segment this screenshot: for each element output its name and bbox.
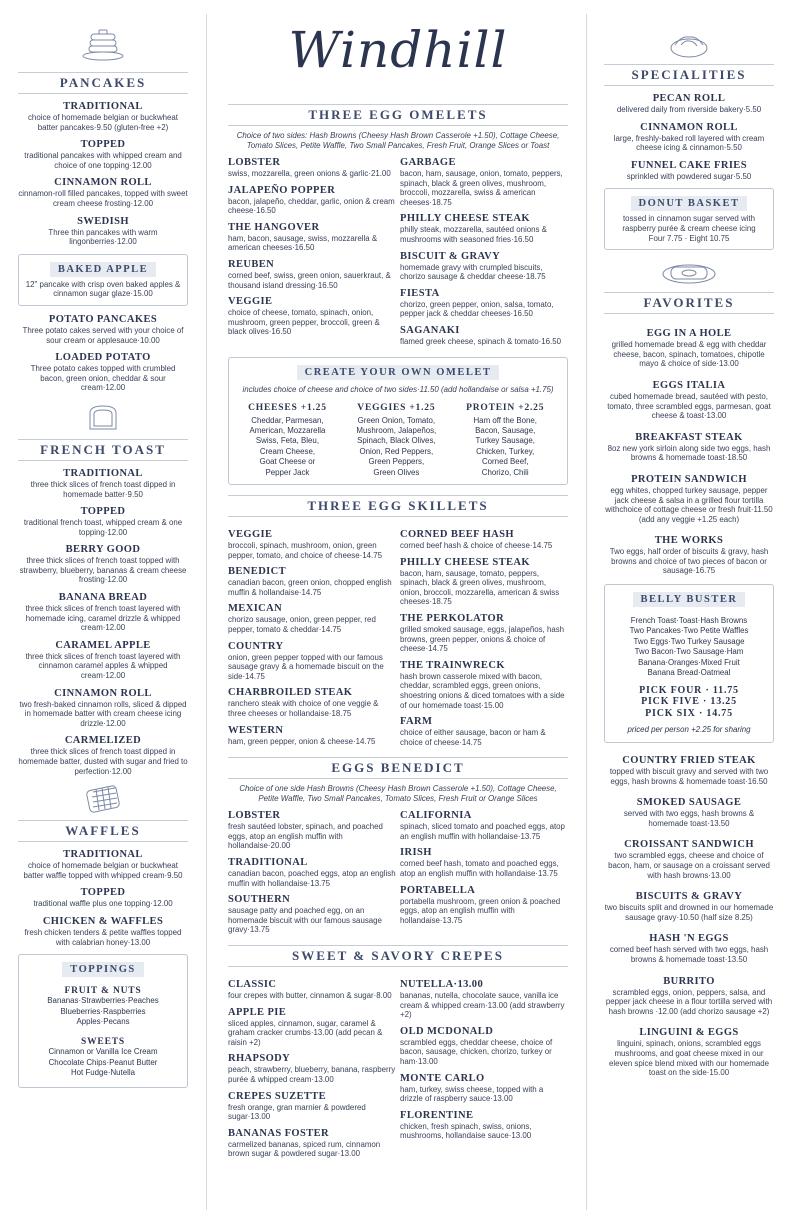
menu-item: PHILLY CHEESE STEAK bacon, ham, sausage, tomato, peppers, spinach, black & green olives, mushroom, onion, broccoli, mozzarella, american & swiss cheeses·18.75 <box>400 556 560 607</box>
benedict-intro: Choice of one side Hash Browns (Cheesy Hash Brown Casserole +1.50), Cottage Cheese, Petite Waffle, Two Small Pancakes, Tomato Slices, Fresh Fruit or Orange Slices <box>239 784 557 804</box>
menu-item: LINGUINI & EGGS linguini, spinach, onions, scrambled eggs mushrooms, and goat cheese mixed in our eleven spice blend mixed with our homemade toast on the side·15.00 <box>608 1027 770 1078</box>
menu-item: FARM choice of either sausage, bacon or ham & choice of cheese·14.75 <box>400 716 546 747</box>
menu-item: PECAN ROLL delivered daily from riverside bakery·5.50 <box>616 93 762 114</box>
skillets-heading: THREE EGG SKILLETS <box>228 495 568 517</box>
menu-item: OLD MCDONALD scrambled eggs, cheddar cheese, choice of bacon, sausage, chicken, chorizo, turkey or ham·13.00 <box>400 1025 553 1066</box>
menu-item: CINNAMON ROLL cinnamon-roll filled pancakes, topped with sweet cream cheese frosting·12.00 <box>18 177 188 208</box>
menu-item: SOUTHERN sausage patty and poached egg, on an homemade biscuit with our famous sausage gravy·13.75 <box>228 894 382 935</box>
belly-buster-prices <box>609 685 769 720</box>
specialities-heading: SPECIALITIES <box>604 64 774 86</box>
menu-item: CARMELIZED three thick slices of french toast dipped in homemade batter, dusted with sugar and fried to perfection·12.00 <box>18 735 188 776</box>
belly-option: French Toast·Toast·Hash Browns <box>630 616 748 626</box>
menu-item: BURRITO scrambled eggs, onion, peppers, salsa, and pepper jack cheese in a flour tortilla served with hash browns ·12.00 (add chorizo sausage +2) <box>605 975 773 1016</box>
french-toast-list <box>18 468 188 776</box>
menu-item: TOPPED traditional french toast, whipped cream & one topping·12.00 <box>23 506 183 537</box>
belly-price: PICK SIX · 14.75 <box>645 707 733 719</box>
belly-option: Two Pancakes·Two Petite Waffles <box>629 626 749 636</box>
menu-item: EGG IN A HOLE grilled homemade bread & egg with cheddar cheese, bacon, spinach, tomatoes, chipotle mayo & choice of side·13.00 <box>611 328 767 369</box>
donut-basket-title: DONUT BASKET <box>631 196 748 211</box>
menu-item: TRADITIONAL canadian bacon, poached eggs, atop an english muffin with hollandaise·13.75 <box>228 857 396 888</box>
menu-item: POTATO PANCAKES Three potato cakes served with your choice of sour cream or applesauce·10.00 <box>22 313 184 345</box>
waffle-illustration-icon <box>83 784 123 814</box>
topping-line: Cinnamon or Vanilla Ice Cream <box>48 1047 158 1057</box>
topping-line: Bananas·Strawberries·Peaches <box>47 996 159 1006</box>
menu-item: REUBEN corned beef, swiss, green onion, sauerkraut, & thousand island dressing·16.50 <box>228 258 391 290</box>
menu-item: BREAKFAST STEAK 8oz new york sirloin along side two eggs, hash browns & homemade toast·18.50 <box>607 431 771 463</box>
divider-left <box>206 14 207 1210</box>
topping-line: Chocolate Chips·Peanut Butter <box>48 1057 158 1067</box>
menu-item: LOBSTER swiss, mozzarella, green onions & garlic·21.00 <box>228 157 391 178</box>
pancakes-illustration-icon <box>78 26 128 62</box>
donut-basket-box <box>604 188 774 250</box>
menu-item: CREPES SUZETTE fresh orange, gran marnier & powdered sugar·13.00 <box>228 1090 366 1122</box>
menu-item: IRISH corned beef hash, tomato and poached eggs, atop an english muffin with hollandaise·13.75 <box>400 847 559 879</box>
menu-item: SAGANAKI flamed greek cheese, spinach & tomato·16.50 <box>400 324 561 346</box>
belly-option: Two Bacon·Two Sausage·Ham <box>634 647 744 657</box>
egg-in-a-hole-illustration-icon <box>661 260 717 286</box>
donut-basket-desc: tossed in cinnamon sugar served with raspberry purée & cream cheese icing Four 7.75 · Eight 10.75 <box>622 214 756 243</box>
belly-price: PICK FIVE · 13.25 <box>641 696 737 707</box>
menu-item: CINNAMON ROLL large, freshly-baked roll layered with cream cheese icing & cinnamon·5.50 <box>613 121 765 153</box>
menu-item: PHILLY CHEESE STEAK philly steak, mozzarella, sautéed onions & mushrooms with seasoned fries·16.50 <box>400 213 547 244</box>
favorites-list-2 <box>604 755 774 1078</box>
menu-item: THE WORKS Two eggs, half order of biscuits & gravy, hash browns and choice of two pieces of bacon or sausage·16.75 <box>609 535 769 576</box>
menu-item: WESTERN ham, green pepper, onion & cheese·14.75 <box>228 724 376 746</box>
menu-item: THE TRAINWRECK hash brown casserole mixed with bacon, cheddar, scrambled eggs, green onions, shoestring onions & diced tomatoes with a side of our homemade toast·15.00 <box>400 659 565 710</box>
divider-right <box>586 14 587 1210</box>
favorites-heading: FAVORITES <box>604 292 774 314</box>
menu-item: THE HANGOVER ham, bacon, sausage, swiss, mozzarella & american cheeses·16.50 <box>228 221 378 253</box>
menu-item: RHAPSODY peach, strawberry, blueberry, banana, raspberry purée & whipped cream·13.00 <box>228 1053 396 1084</box>
benedict-heading: EGGS BENEDICT <box>228 757 568 779</box>
belly-buster-title: BELLY BUSTER <box>633 592 746 607</box>
menu-item: SWEDISH Three thin pancakes with warm lingonberries·12.00 <box>48 215 158 247</box>
french-toast-illustration-icon <box>86 403 120 433</box>
menu-item: LOBSTER fresh sautéed lobster, spinach, and poached eggs, atop an english muffin with hollandaise·20.00 <box>228 810 383 851</box>
cheeses-column: CHEESES +1.25 Cheddar, Parmesan, American, Mozzarella Swiss, Feta, Bleu, Cream Cheese, Goat Cheese or Pepper Jack <box>248 402 327 477</box>
belly-buster-box <box>604 584 774 743</box>
topping-line: Apples·Pecans <box>76 1016 130 1026</box>
menu-item: TOPPED traditional waffle plus one topping·12.00 <box>33 887 173 909</box>
middle-column <box>228 0 568 1165</box>
belly-option: Banana·Oranges·Mixed Fruit <box>638 657 740 667</box>
menu-item: EGGS ITALIA cubed homemade bread, sautéed with pesto, tomato, three scrambled eggs, parmesan, goat cheese & toast·13.00 <box>607 379 771 421</box>
skillets-grid <box>228 529 568 753</box>
cinnamon-roll-illustration-icon <box>667 30 711 60</box>
omelets-heading: THREE EGG OMELETS <box>228 104 568 126</box>
menu-item: CINNAMON ROLL two fresh-baked cinnamon rolls, sliced & dipped in homemade batter with cream cheese icing drizzle·12.00 <box>19 687 187 728</box>
topping-line: Hot Fudge·Nutella <box>70 1068 136 1078</box>
waffles-heading: WAFFLES <box>18 820 188 842</box>
fruit-nuts-heading: FRUIT & NUTS <box>64 986 142 997</box>
menu-item: CHICKEN & WAFFLES fresh chicken tenders & petite waffles topped with calabrian honey·13.00 <box>24 915 182 947</box>
menu-item: BENEDICT canadian bacon, green onion, chopped english muffin & hollandaise·14.75 <box>228 566 392 597</box>
specialities-list <box>604 93 774 181</box>
topping-line: Blueberries·Raspberries <box>60 1006 146 1016</box>
baked-apple-box <box>18 254 188 306</box>
menu-item: BANANA BREAD three thick slices of french toast layered with homemade icing, caramel drizzle & whipped cream·12.00 <box>25 592 181 633</box>
omelets-grid <box>228 157 568 353</box>
create-omelet-intro: includes choice of cheese and choice of two sides·11.50 (add hollandaise or salsa +1.75) <box>242 384 554 394</box>
create-omelet-title: CREATE YOUR OWN OMELET <box>297 365 500 380</box>
menu-item: APPLE PIE sliced apples, cinnamon, sugar, caramel & graham cracker crumbs·13.00 (add pecan & raisin +2) <box>228 1006 383 1047</box>
protein-column: PROTEIN +2.25 Ham off the Bone, Bacon, Sausage, Turkey Sausage, Chicken, Turkey, Corned Beef, Chorizo, Chili <box>466 402 545 477</box>
menu-item: TOPPED traditional pancakes with whipped cream and choice of one topping·12.00 <box>24 139 182 170</box>
create-omelet-box <box>228 357 568 485</box>
menu-item: HASH 'N EGGS corned beef hash served with two eggs, hash browns & homemade toast·13.50 <box>609 933 769 964</box>
benedict-grid <box>228 810 568 941</box>
french-toast-heading: FRENCH TOAST <box>18 439 188 461</box>
menu-item: BANANAS FOSTER carmelized bananas, spiced rum, cinnamon brown sugar & powdered sugar·13.00 <box>228 1127 381 1159</box>
belly-buster-note: priced per person +2.25 for sharing <box>627 725 751 734</box>
menu-item: BERRY GOOD three thick slices of french toast topped with strawberry, blueberry, bananas & cream cheese frosting·12.00 <box>19 544 187 585</box>
menu-item: PROTEIN SANDWICH egg whites, chopped turkey sausage, pepper jack cheese & salsa in a grilled flour tortilla withchoice of cottage cheese or fresh fruit·11.50 (add any veggie +1.25 each) <box>605 473 773 524</box>
omelets-intro: Choice of two sides: Hash Browns (Cheesy Hash Brown Casserole +1.50), Cottage Cheese, Tomato Slices, Petite Waffle, Two Small Pancakes, Fresh Fruit, Orange Slices or Toast <box>236 131 560 150</box>
menu-item: FLORENTINE chicken, fresh spinach, swiss, onions, mushrooms, hollandaise sauce·13.00 <box>400 1109 532 1141</box>
menu-item: CHARBROILED STEAK ranchero steak with choice of one veggie & three cheeses or hollandaise·18.75 <box>228 687 379 718</box>
pancakes-heading: PANCAKES <box>18 72 188 94</box>
crepes-grid <box>228 979 568 1165</box>
belly-buster-options <box>609 616 769 678</box>
menu-item: COUNTRY onion, green pepper topped with our famous sausage gravy & a homemade biscuit on the side·14.75 <box>228 640 384 681</box>
menu-item: GARBAGE bacon, ham, sausage, onion, tomato, peppers, spinach, black & green olives, mushroom, broccoli, mozzarella, swiss & american cheeses·18.75 <box>400 157 563 207</box>
menu-item: TRADITIONAL choice of homemade belgian or buckwheat batter waffle topped with whipped cream·9.50 <box>23 849 183 880</box>
menu-item: SMOKED SAUSAGE served with two eggs, hash browns & homemade toast·13.50 <box>623 797 755 828</box>
menu-item: PORTABELLA portabella mushroom, green onion & poached eggs, atop an english muffin with hollandaise·13.75 <box>400 884 561 925</box>
menu-item: TRADITIONAL choice of homemade belgian or buckwheat batter pancakes·9.50 (gluten-free +2) <box>27 101 178 132</box>
menu-item: TRADITIONAL three thick slices of french toast dipped in homemade batter·9.50 <box>30 467 176 499</box>
right-column <box>604 0 774 1078</box>
menu-item: COUNTRY FRIED STEAK topped with biscuit gravy and served with two eggs, hash browns & homemade toast·16.50 <box>609 755 769 786</box>
menu-item: JALAPEÑO POPPER bacon, jalapeño, cheddar, garlic, onion & cream cheese·16.50 <box>228 184 395 216</box>
menu-item: FUNNEL CAKE FRIES sprinkled with powdered sugar·5.50 <box>626 159 752 181</box>
waffles-list <box>18 849 188 947</box>
menu-item: BISCUITS & GRAVY two biscuits split and drowned in our homemade sausage gravy·10.50 (half size 8.25) <box>604 891 774 922</box>
sweets-heading: SWEETS <box>81 1037 125 1048</box>
menu-item: MONTE CARLO ham, turkey, swiss cheese, topped with a drizzle of raspberry sauce·13.00 <box>400 1072 544 1104</box>
menu-item: THE PERKOLATOR grilled smoked sausage, eggs, jalapeños, hash browns, green pepper, onions & choice of cheese·14.75 <box>400 612 565 654</box>
belly-price: PICK FOUR · 11.75 <box>639 684 739 696</box>
favorites-list <box>604 328 774 576</box>
menu-item: BISCUIT & GRAVY homemade gravy with crumpled biscuits, chorizo sausage & cheddar cheese·18.75 <box>400 250 546 282</box>
menu-item: LOADED POTATO Three potato cakes topped with crumbled bacon, green onion, cheddar & sour cream·12.00 <box>30 352 176 393</box>
menu-item: NUTELLA·13.00 bananas, nutella, chocolate sauce, vanilla ice cream & whipped cream·13.00 (add strawberry +2) <box>400 979 565 1020</box>
toppings-box <box>18 954 188 1087</box>
menu-item: CARAMEL APPLE three thick slices of french toast layered with cinnamon caramel apples & whipped cream·12.00 <box>25 639 181 681</box>
create-omelet-options <box>233 403 563 478</box>
pancakes-list <box>18 101 188 247</box>
brand-logo: Windhill <box>288 21 508 79</box>
belly-option: Banana Bread·Oatmeal <box>647 668 731 678</box>
baked-apple-desc: 12" pancake with crisp oven baked apples & cinnamon sugar glaze·15.00 <box>25 279 181 299</box>
menu-item: VEGGIE broccoli, spinach, mushroom, onion, green pepper, tomato, and choice of cheese·14.75 <box>228 528 382 560</box>
left-column <box>18 0 188 1088</box>
menu-item: VEGGIE choice of cheese, tomato, spinach, onion, mushroom, green pepper, broccoli, green & black olives·16.50 <box>228 296 380 337</box>
crepes-heading: SWEET & SAVORY CREPES <box>228 945 568 967</box>
menu-item: MEXICAN chorizo sausage, onion, green pepper, red pepper, tomato & cheddar·14.75 <box>228 603 376 634</box>
menu-item: CLASSIC four crepes with butter, cinnamon & sugar·8.00 <box>228 979 392 1001</box>
toppings-title: TOPPINGS <box>62 962 143 977</box>
belly-option: Two Eggs·Two Turkey Sausage <box>633 636 745 646</box>
veggies-column: VEGGIES +1.25 Green Onion, Tomato, Mushroom, Jalapeños, Spinach, Black Olives, Onion, Red Peppers, Green Peppers, Green Olives <box>356 402 437 477</box>
menu-item: FIESTA chorizo, green pepper, onion, salsa, tomato, pepper jack & cheddar cheeses·16.50 <box>400 287 554 319</box>
menu-item: CORNED BEEF HASH corned beef hash & choice of cheese·14.75 <box>400 528 553 550</box>
baked-apple-title: BAKED APPLE <box>50 262 156 277</box>
menu-item: CALIFORNIA spinach, sliced tomato and poached eggs, atop an english muffin with hollandaise·13.75 <box>400 810 565 841</box>
menu-item: CROISSANT SANDWICH two scrambled eggs, cheese and choice of bacon, ham, or sausage on a croissant served with hash browns·13.00 <box>608 839 770 880</box>
